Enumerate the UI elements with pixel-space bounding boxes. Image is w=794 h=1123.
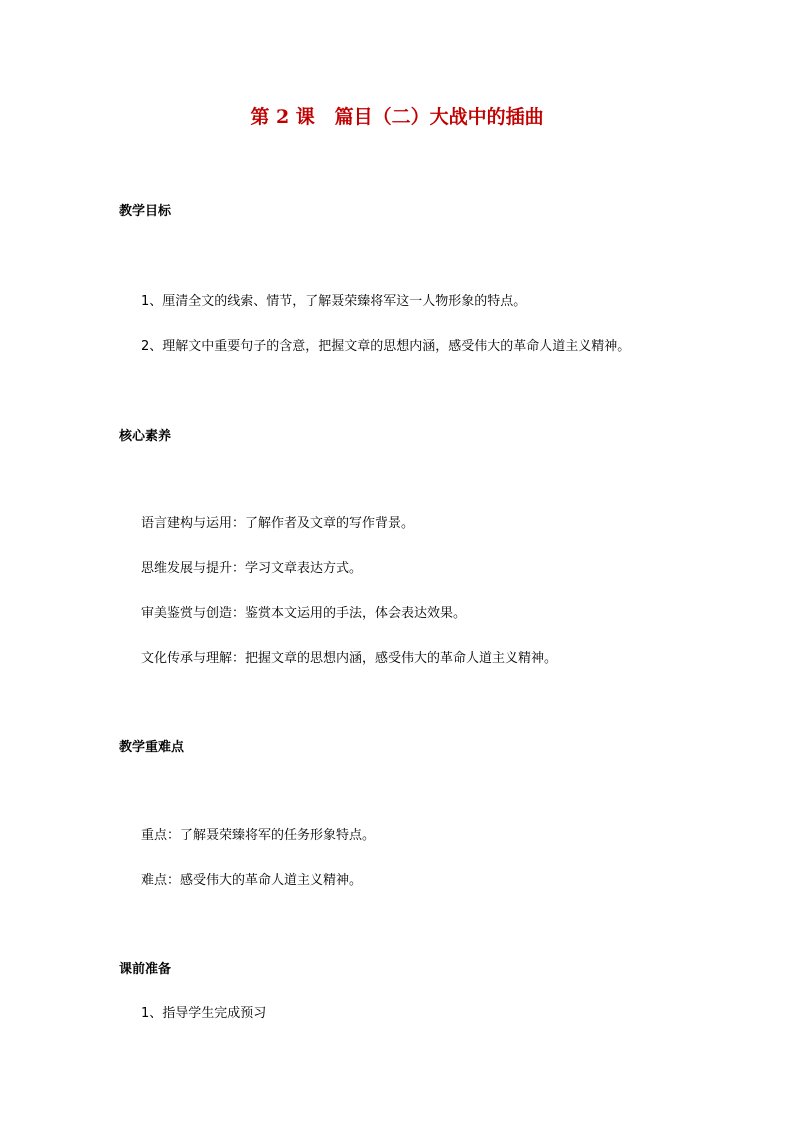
core-literacy-item: 审美鉴赏与创造：鉴赏本文运用的手法，体会表达效果。: [141, 606, 467, 621]
key-point-item: 重点：了解聂荣臻将军的任务形象特点。: [141, 828, 376, 843]
core-literacy-item: 思维发展与提升：学习文章表达方式。: [141, 561, 363, 576]
section-heading-key-difficult-points: 教学重难点: [119, 740, 185, 755]
teaching-goal-item: 1、厘清全文的线索、情节，了解聂荣臻将军这一人物形象的特点。: [141, 294, 527, 309]
section-heading-preclass-preparation: 课前准备: [119, 962, 172, 977]
section-heading-core-literacy: 核心素养: [119, 429, 172, 444]
page-title: 第 2 课 篇目（二）大战中的插曲: [250, 106, 544, 128]
difficult-point-item: 难点：感受伟大的革命人道主义精神。: [141, 873, 363, 888]
core-literacy-item: 语言建构与运用：了解作者及文章的写作背景。: [141, 516, 415, 531]
section-heading-teaching-goals: 教学目标: [119, 204, 172, 219]
teaching-goal-item: 2、理解文中重要句子的含意，把握文章的思想内涵，感受伟大的革命人道主义精神。: [141, 339, 631, 354]
preparation-item: 1、指导学生完成预习: [141, 1006, 267, 1021]
core-literacy-item: 文化传承与理解：把握文章的思想内涵，感受伟大的革命人道主义精神。: [141, 651, 558, 666]
